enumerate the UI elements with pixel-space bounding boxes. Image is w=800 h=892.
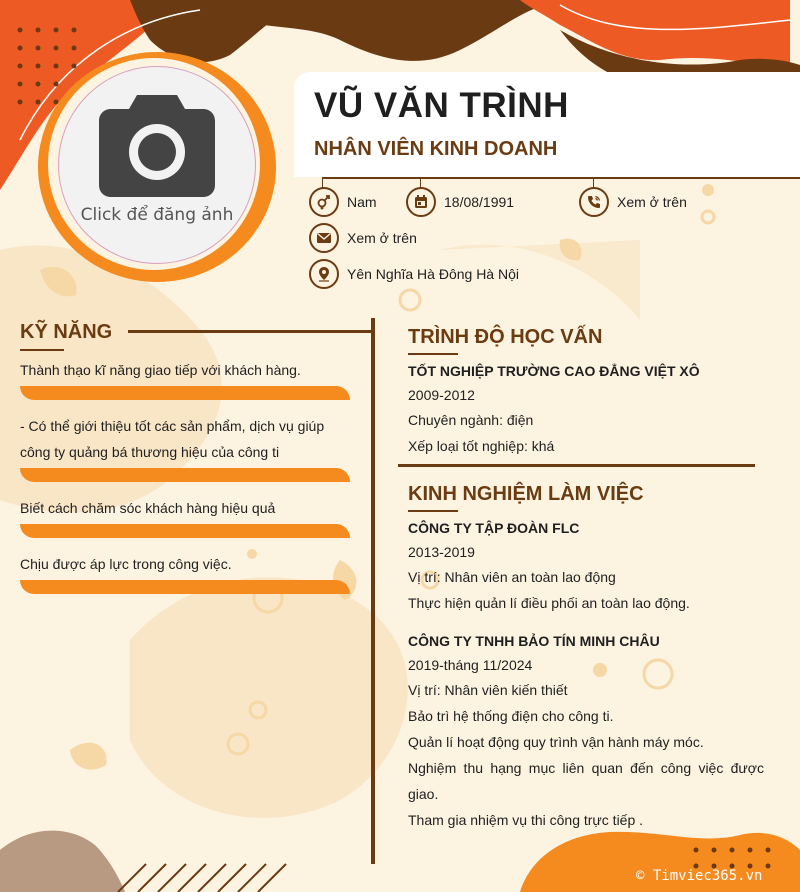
job-period: 2019-tháng 11/2024 <box>408 657 533 673</box>
skill-item <box>20 551 340 577</box>
skill-bar <box>20 386 350 400</box>
education-school: TỐT NGHIỆP TRƯỜNG CAO ĐẲNG VIỆT XÔ <box>408 363 700 379</box>
job-duty: Tham gia nhiệm vụ thi công trực tiếp . <box>408 812 644 828</box>
skill-text-line: công ty quảng bá thương hiệu của công ti <box>20 444 280 460</box>
avatar-caption: Click để đăng ảnh <box>80 205 234 225</box>
skill-bar-fill <box>20 580 350 594</box>
job-company: CÔNG TY TNHH BẢO TÍN MINH CHÂU <box>408 633 660 649</box>
skills-title-underline <box>20 349 64 351</box>
skill-text-line: Thành thạo kĩ năng giao tiếp với khách hàng. <box>20 362 301 378</box>
skill-bar-fill <box>20 524 350 538</box>
contact-birthday <box>406 187 514 217</box>
phone-text: Xem ở trên <box>617 194 687 210</box>
birthday-text: 18/08/1991 <box>444 194 515 210</box>
education-major: Chuyên ngành: điện <box>408 412 534 428</box>
email-text: Xem ở trên <box>347 230 417 246</box>
job-duty: Bảo trì hệ thống điện cho công ti. <box>408 708 614 724</box>
skill-bar-fill <box>20 386 350 400</box>
job-duty: Thực hiện quản lí điều phối an toàn lao động. <box>408 595 690 611</box>
contact-address <box>309 259 519 289</box>
job-title: NHÂN VIÊN KINH DOANH <box>314 138 558 160</box>
experience-title-underline <box>408 510 458 512</box>
experience-title: KINH NGHIỆM LÀM VIỆC <box>408 483 644 505</box>
skills-title: KỸ NĂNG <box>20 321 113 343</box>
education-grade: Xếp loại tốt nghiệp: khá <box>408 438 555 454</box>
gender-text: Nam <box>347 194 377 210</box>
contact-email <box>309 223 417 253</box>
watermark: © Timviec365.vn <box>636 868 763 884</box>
skill-bar <box>20 580 350 594</box>
section-divider <box>398 464 755 467</box>
avatar-upload[interactable] <box>58 66 256 264</box>
skill-text-line: - Có thể giới thiệu tốt các sản phẩm, dịch vụ giúp <box>20 418 325 434</box>
job-position: Vị trí: Nhân viên kiến thiết <box>408 682 568 698</box>
contact-phone <box>579 187 687 217</box>
skill-bar <box>20 468 350 482</box>
education-title: TRÌNH ĐỘ HỌC VẤN <box>408 326 603 348</box>
skill-item <box>20 413 340 465</box>
job-duty: Nghiệm thu hạng mục liên quan đến công việc được <box>408 760 764 776</box>
job-position: Vị trí: Nhân viên an toàn lao động <box>408 569 616 585</box>
job-period: 2013-2019 <box>408 544 475 560</box>
camera-icon <box>99 95 215 197</box>
education-title-underline <box>408 353 458 355</box>
contact-divider <box>322 177 800 179</box>
gender-icon <box>309 187 339 217</box>
job-company: CÔNG TY TẬP ĐOÀN FLC <box>408 520 580 536</box>
location-pin-icon <box>309 259 339 289</box>
skills-title-rule <box>128 330 372 333</box>
envelope-icon <box>309 223 339 253</box>
skill-bar-fill <box>20 468 350 482</box>
contact-gender <box>309 187 377 217</box>
job-duty: giao. <box>408 786 439 802</box>
column-divider <box>371 318 375 864</box>
skill-text-line: Biết cách chăm sóc khách hàng hiệu quả <box>20 500 276 516</box>
job-duty: Quản lí hoạt động quy trình vận hành máy móc. <box>408 734 704 750</box>
address-text: Yên Nghĩa Hà Đông Hà Nội <box>347 266 519 282</box>
education-years: 2009-2012 <box>408 387 475 403</box>
phone-icon <box>579 187 609 217</box>
skill-item <box>20 495 340 521</box>
skill-bar <box>20 524 350 538</box>
full-name: VŨ VĂN TRÌNH <box>314 86 569 125</box>
skill-text-line: Chịu được áp lực trong công việc. <box>20 556 232 572</box>
calendar-icon <box>406 187 436 217</box>
skill-item <box>20 357 340 383</box>
